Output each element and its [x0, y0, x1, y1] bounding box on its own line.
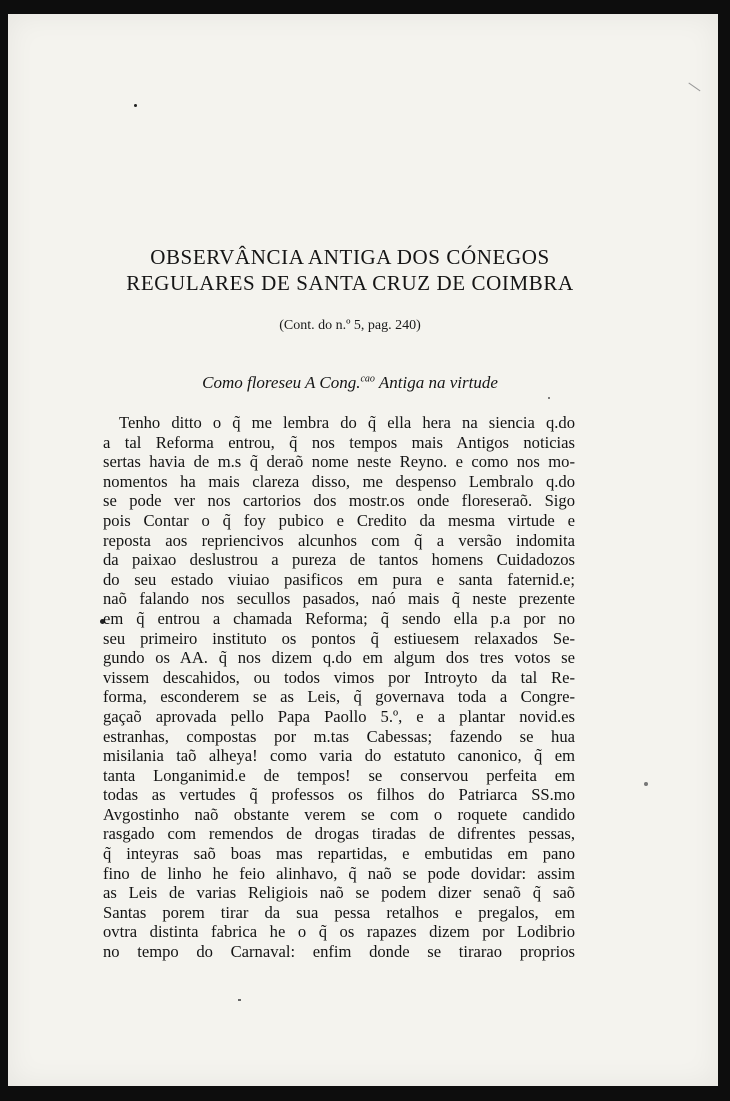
body-line: se pode ver nos cartorios dos mostr.os onde floreseraõ. Sigo	[103, 491, 575, 511]
continuation-note: (Cont. do n.º 5, pag. 240)	[279, 318, 421, 333]
body-line: no tempo do Carnaval: enfim donde se tirarao proprios	[103, 942, 575, 962]
speck-mark	[644, 782, 648, 786]
body-line: da paixao deslustrou a pureza de tantos homens Cuidadozos	[103, 550, 575, 570]
body-line: estranhas, compostas por m.tas Cabessas; fazendo se hua	[103, 726, 575, 746]
body-line: gundo os AA. q̃ nos dizem q.do em algum dos tres votos se	[103, 648, 575, 668]
body-line: Avgostinho naõ obstante verem se com o roquete candido	[103, 804, 575, 824]
corner-mark	[686, 83, 701, 96]
body-line: em q̃ entrou a chamada Reforma; q̃ sendo ella p.a por no	[103, 608, 575, 628]
body-line: tanta Longanimid.e de tempos! se conservou perfeita em	[103, 765, 575, 785]
body-line: q̃ inteyras saõ boas mas repartidas, e embutidas em pano	[103, 844, 575, 864]
body-line: todas as vertudes q̃ professos os filhos do Patriarca SS.mo	[103, 785, 575, 805]
body-line: as Leis de varias Religiois naõ se podem dizer senaõ q̃ saõ	[103, 883, 575, 903]
body-line: pois Contar o q̃ foy pubico e Credito da mesma virtude e	[103, 510, 575, 530]
body-line: ovtra distinta fabrica he o q̃ os rapazes dizem por Lodibrio	[103, 922, 575, 942]
body-line: rasgado com remendos de drogas tiradas de difrentes pessas,	[103, 824, 575, 844]
body-line: misilania taõ alheya! como varia do estatuto canonico, q̃ em	[103, 746, 575, 766]
body-line: fino de linho he feio alinhavo, q̃ naõ se pode dovidar: assim	[103, 863, 575, 883]
speck-mark	[134, 104, 137, 107]
subtitle-superscript: cao	[360, 373, 375, 385]
body-line: Tenho ditto o q̃ me lembra do q̃ ella hera na siencia q.do	[119, 413, 575, 432]
body-line: seu primeiro instituto os pontos q̃ estiuesem relaxados Se-	[103, 628, 575, 648]
body-line: do seu estado viuiao pasificos em pura e santa faternid.e;	[103, 569, 575, 589]
body-line: nomentos ha mais clareza disso, me despenso Lembralo q.do	[103, 471, 575, 491]
title-line-2: REGULARES DE SANTA CRUZ DE COIMBRA	[126, 271, 574, 295]
page-title	[90, 244, 610, 296]
body-line: a tal Reforma entrou, q̃ nos tempos mais Antigos noticias	[103, 432, 575, 452]
body-line: reposta aos repriencivos alcunhos com q̃ a versão indomita	[103, 530, 575, 550]
speck-mark	[548, 397, 550, 399]
body-line: vissem descahidos, ou todos vimos por Introyto da tal Re-	[103, 667, 575, 687]
section-subtitle	[90, 373, 610, 393]
subtitle-text: Como floreseu A Cong.$^{cao}$ Antiga na virtude	[202, 373, 498, 392]
body-line: naõ falando nos secullos pasados, naó mais q̃ neste prezente	[103, 589, 575, 609]
body-line: forma, esconderem se as Leis, q̃ governava toda a Congre-	[103, 687, 575, 707]
body-text	[103, 413, 575, 962]
title-line-1: OBSERVÂNCIA ANTIGA DOS CÓNEGOS	[150, 245, 550, 269]
body-line: gaçaõ aprovada pello Papa Paollo 5.º, e a plantar novid.es	[103, 706, 575, 726]
body-line: Santas porem tirar da sua pessa retalhos e pregalos, em	[103, 902, 575, 922]
speck-mark	[238, 999, 241, 1001]
body-line: sertas havia de m.s q̃ deraõ nome neste Reyno. e como nos mo-	[103, 452, 575, 472]
